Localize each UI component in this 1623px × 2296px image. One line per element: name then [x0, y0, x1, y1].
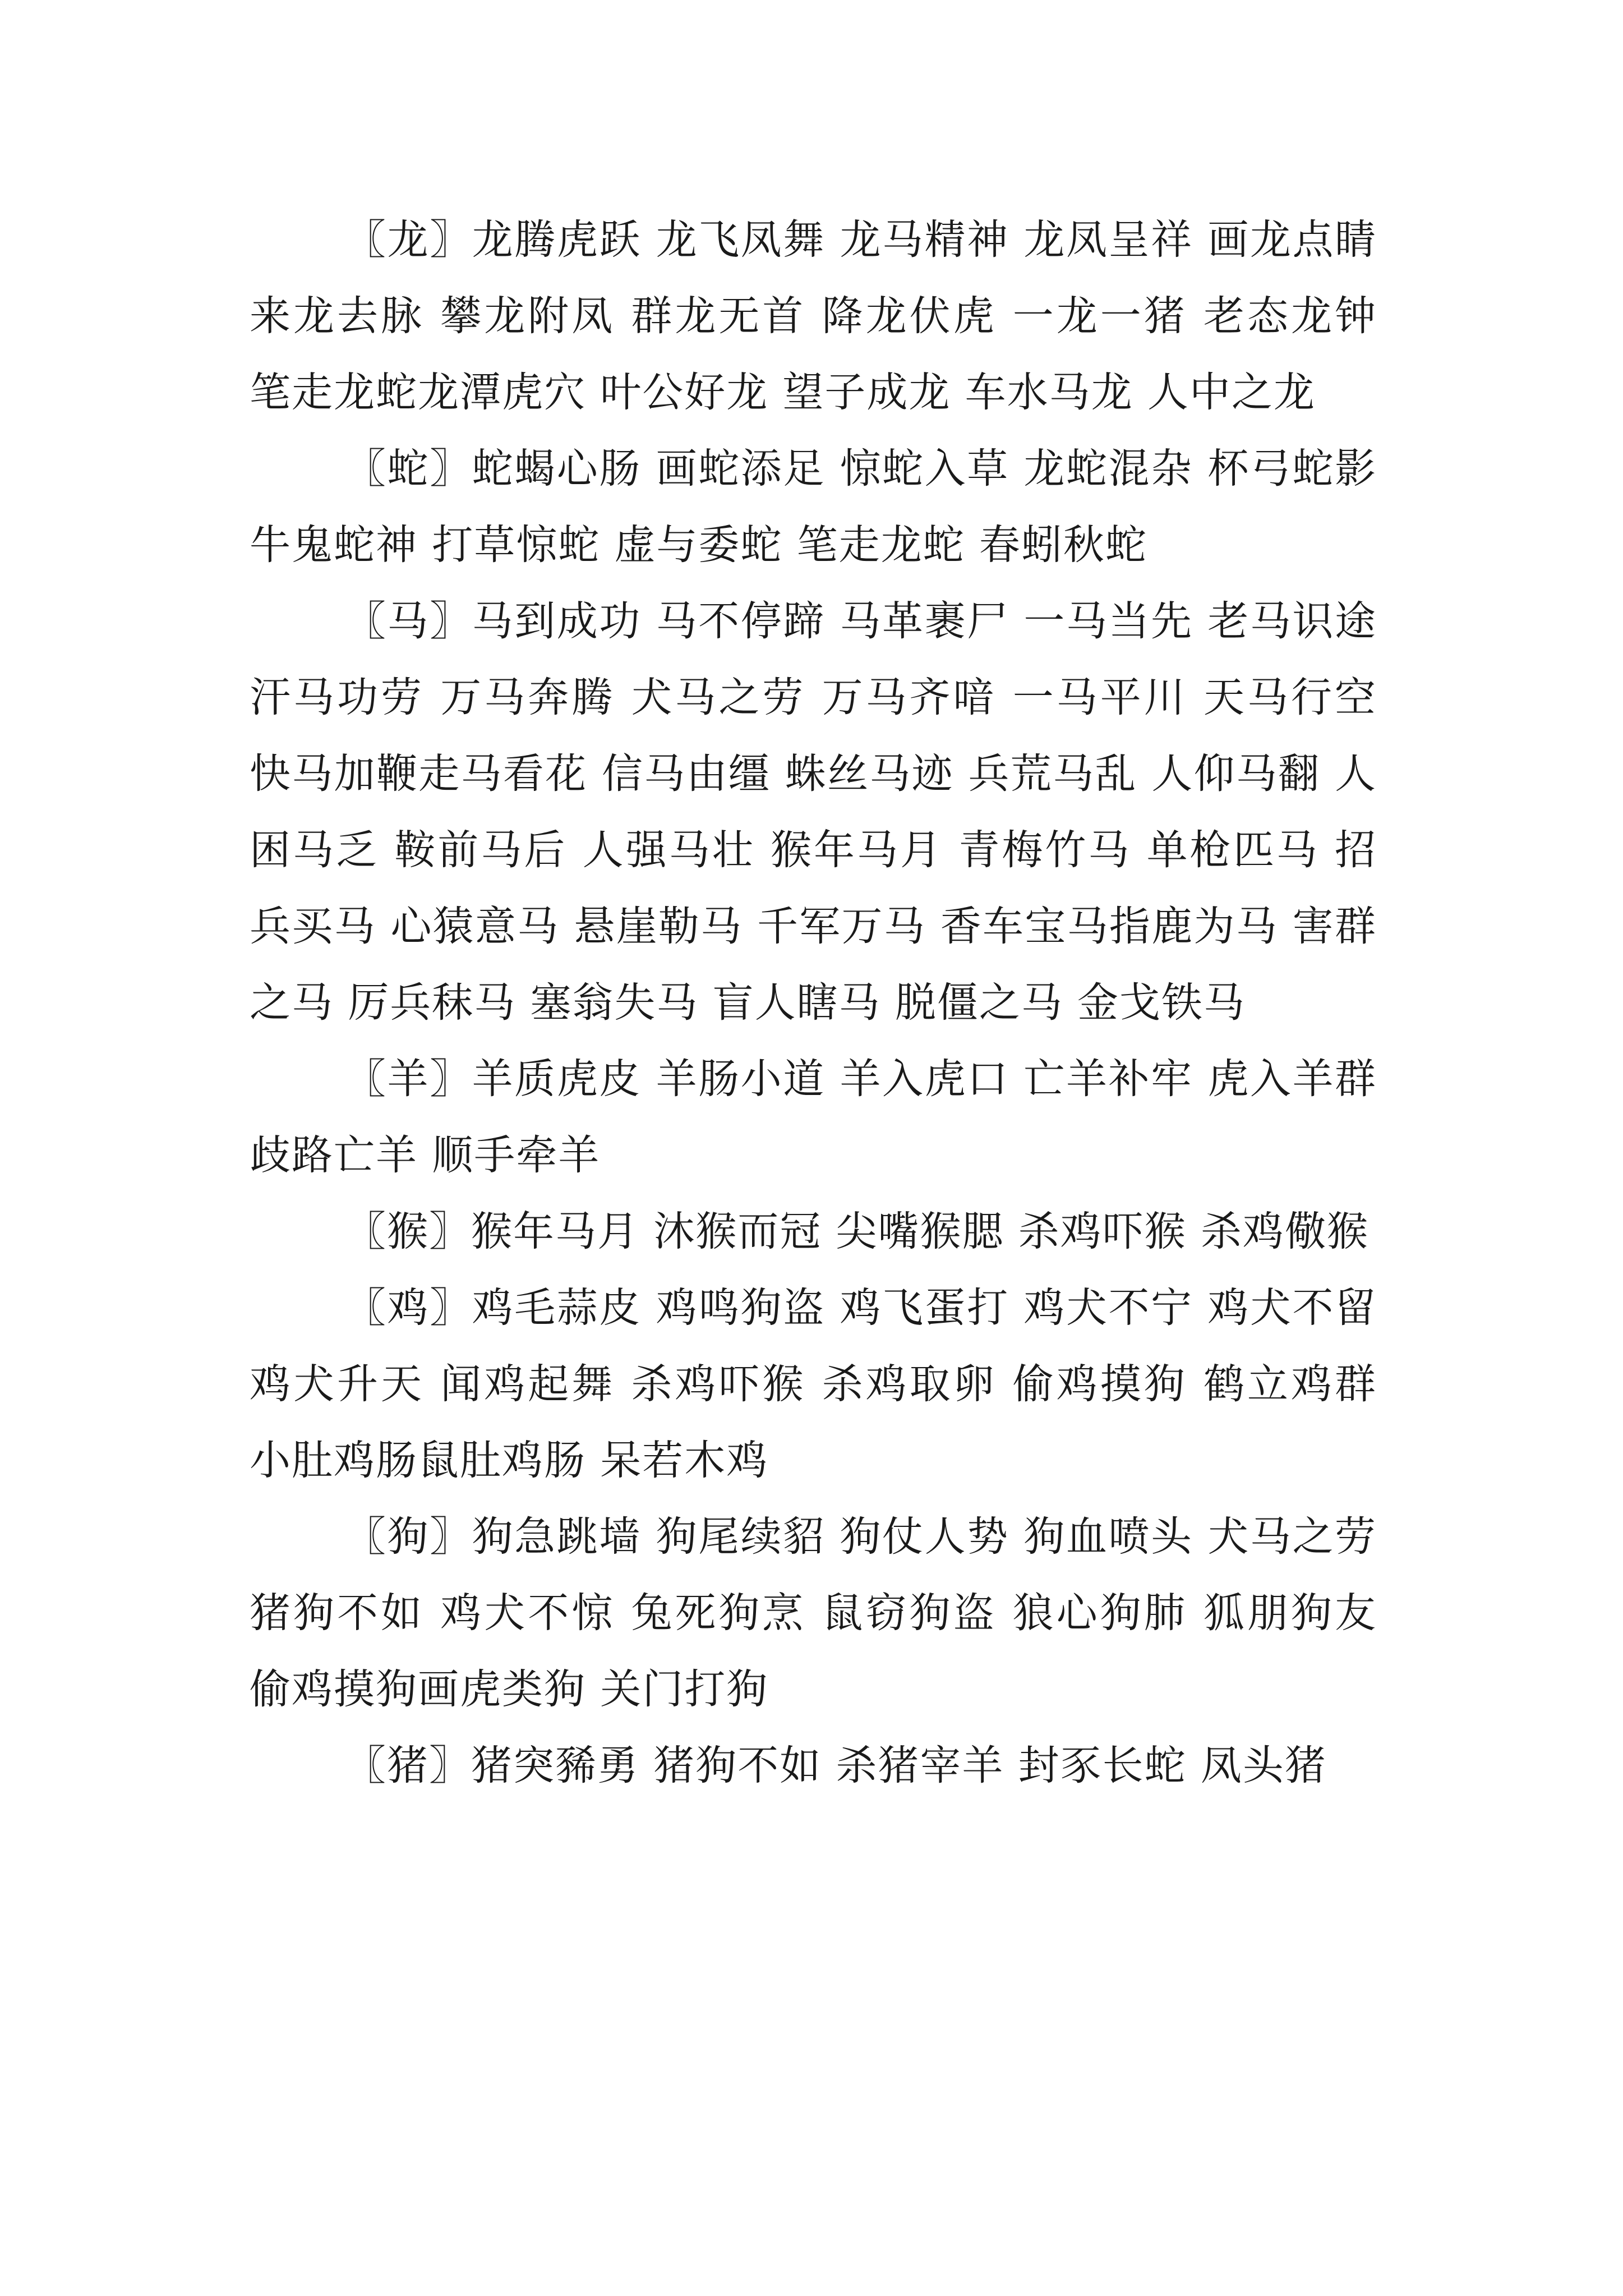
paragraph-snake: 〖蛇〗蛇蝎心肠 画蛇添足 惊蛇入草 龙蛇混杂 杯弓蛇影 牛鬼蛇神 打草惊蛇 虚与委蛇 笔走龙蛇 春蚓秋蛇: [250, 445, 1377, 569]
paragraph-dog: 〖狗〗狗急跳墙 狗尾续貂 狗仗人势 狗血喷头 犬马之劳 猪狗不如 鸡犬不惊 兔死狗烹 鼠窃狗盗 狼心狗肺 狐朋狗友 偷鸡摸狗画虎类狗 关门打狗: [250, 1513, 1377, 1713]
paragraph-horse: 〖马〗马到成功 马不停蹄 马革裹尸 一马当先 老马识途 汗马功劳 万马奔腾 犬马之劳 万马齐喑 一马平川 天马行空 快马加鞭走马看花 信马由缰 蛛丝马迹 兵荒马乱 人仰马翻 人困马乏 鞍前马后 人强马壮 猴年马月 青梅竹马 单枪匹马 招兵买马 心猿意马 悬崖勒马 千军万马 香车宝马指鹿为马 害群之马 厉兵秣马 塞翁失马 盲人瞎马 脱僵之马 金戈铁马: [250, 597, 1377, 1027]
paragraph-rooster: 〖鸡〗鸡毛蒜皮 鸡鸣狗盗 鸡飞蛋打 鸡犬不宁 鸡犬不留 鸡犬升天 闻鸡起舞 杀鸡吓猴 杀鸡取卵 偷鸡摸狗 鹤立鸡群 小肚鸡肠鼠肚鸡肠 呆若木鸡: [250, 1284, 1377, 1484]
paragraph-sheep: 〖羊〗羊质虎皮 羊肠小道 羊入虎口 亡羊补牢 虎入羊群 歧路亡羊 顺手牵羊: [250, 1055, 1377, 1179]
paragraph-monkey: 〖猴〗猴年马月 沐猴而冠 尖嘴猴腮 杀鸡吓猴 杀鸡儆猴: [345, 1208, 1369, 1255]
paragraph-pig: 〖猪〗猪突豨勇 猪狗不如 杀猪宰羊 封豕长蛇 凤头猪: [345, 1742, 1327, 1789]
document-body: [250, 202, 1377, 1804]
paragraph-dragon: 〖龙〗龙腾虎跃 龙飞凤舞 龙马精神 龙凤呈祥 画龙点睛 来龙去脉 攀龙附凤 群龙无首 降龙伏虎 一龙一猪 老态龙钟 笔走龙蛇龙潭虎穴 叶公好龙 望子成龙 车水马龙 人中之龙: [250, 216, 1377, 416]
